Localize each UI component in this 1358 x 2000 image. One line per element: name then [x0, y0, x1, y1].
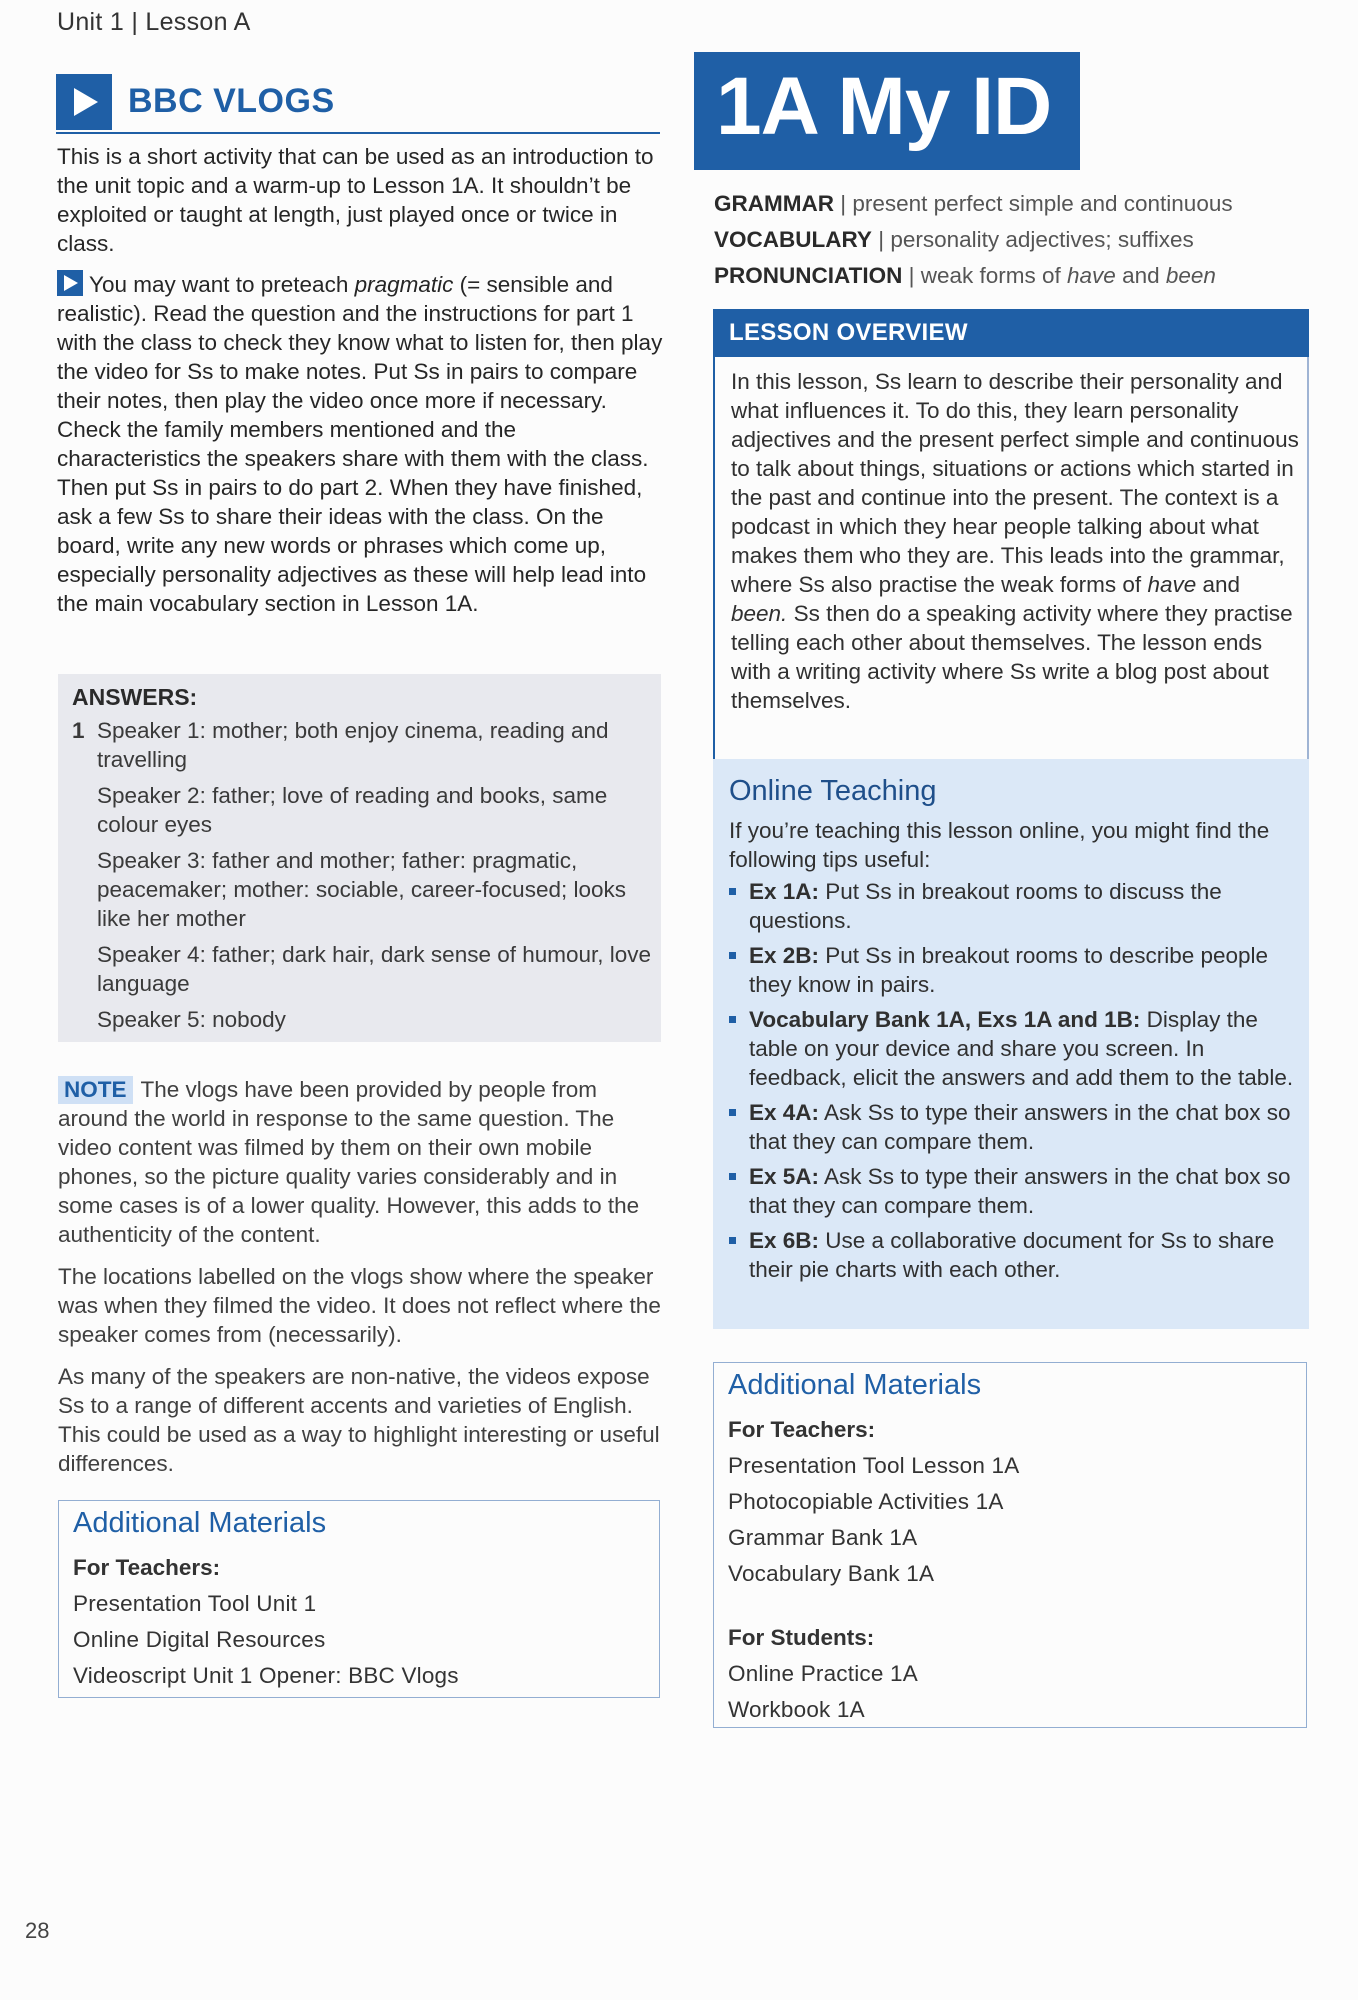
additional-materials-title: Additional Materials	[73, 1507, 327, 1539]
overview-italic: been.	[731, 601, 788, 626]
answer-item	[72, 716, 658, 774]
tip-label: Ex 2B:	[749, 943, 820, 968]
tip-item	[729, 941, 1294, 999]
online-teaching-title: Online Teaching	[729, 775, 937, 807]
bullet-icon	[729, 1016, 736, 1023]
grammar-value: present perfect simple and continuous	[852, 191, 1233, 216]
lesson-overview-header	[713, 309, 1309, 357]
material-item: Videoscript Unit 1 Opener: BBC Vlogs	[73, 1663, 459, 1688]
additional-materials-left	[58, 1500, 660, 1698]
bbc-vlogs-title: BBC VLOGS	[128, 82, 335, 120]
lesson-title: 1A My ID	[716, 61, 1052, 152]
answer-text: Speaker 3: father and mother; father: pragmatic, peacemaker; mother: sociable, career-focused; looks like her mother	[97, 848, 627, 931]
vocabulary-line	[714, 227, 1194, 253]
vocabulary-label: VOCABULARY	[714, 227, 872, 252]
bullet-icon	[729, 888, 736, 895]
answer-text: Speaker 4: father; dark hair, dark sense of humour, love language	[97, 942, 652, 996]
separator: |	[878, 227, 885, 252]
note-badge: NOTE	[58, 1076, 133, 1104]
answers-list	[72, 716, 658, 1041]
tip-item	[729, 1098, 1294, 1156]
separator: |	[908, 263, 915, 288]
pronunciation-label: PRONUNCIATION	[714, 263, 903, 288]
answers-title: ANSWERS:	[72, 684, 198, 710]
material-item: Online Practice 1A	[728, 1661, 918, 1686]
material-item: Presentation Tool Unit 1	[73, 1591, 317, 1616]
grammar-label: GRAMMAR	[714, 191, 834, 216]
tip-item	[729, 1226, 1294, 1284]
answer-item	[72, 940, 658, 998]
pronunciation-value: and	[1115, 263, 1166, 288]
unit-lesson-header: Unit 1 | Lesson A	[57, 8, 251, 36]
online-teaching-intro: If you’re teaching this lesson online, you might find the following tips useful:	[729, 818, 1270, 872]
instructions-italic-word: pragmatic	[354, 272, 454, 297]
tip-text: Put Ss in breakout rooms to describe people they know in pairs.	[749, 943, 1269, 997]
vlogs-intro: This is a short activity that can be used as an introduction to the unit topic and a warm-up to Lesson 1A. It shouldn’t be exploited or taught at length, just played once or twice in class.	[57, 144, 654, 256]
tip-text: Ask Ss to type their answers in the chat box so that they can compare them.	[749, 1100, 1291, 1154]
answer-text: Speaker 2: father; love of reading and books, same colour eyes	[97, 783, 608, 837]
tip-label: Vocabulary Bank 1A, Exs 1A and 1B:	[749, 1007, 1141, 1032]
overview-italic: have	[1147, 572, 1197, 597]
overview-text-part: In this lesson, Ss learn to describe their personality and what influences it. To do this, they learn personality adjectives and the present perfect simple and continuous to talk about things, situations or actions which started in the past and continue into the present. The context is a podcast in which they hear people talking about what makes them who they are. This leads into the grammar, where Ss also practise the weak forms of	[731, 369, 1299, 597]
answers-box	[58, 674, 661, 1042]
answer-item	[72, 846, 658, 933]
for-teachers-label: For Teachers:	[73, 1555, 221, 1580]
overview-text-part: Ss then do a speaking activity where they practise telling each other about themselves. The lesson ends with a writing activity where Ss write a blog post about themselves.	[731, 601, 1293, 713]
additional-materials-right	[713, 1362, 1307, 1728]
tip-label: Ex 6B:	[749, 1228, 820, 1253]
separator: |	[840, 191, 847, 216]
online-teaching-box	[713, 759, 1309, 1329]
note-section	[58, 1075, 664, 1491]
tip-text: Put Ss in breakout rooms to discuss the questions.	[749, 879, 1222, 933]
lesson-title-banner	[694, 52, 1080, 170]
tip-label: Ex 1A:	[749, 879, 820, 904]
material-item: Presentation Tool Lesson 1A	[728, 1453, 1020, 1478]
play-icon	[56, 74, 112, 130]
for-students-label: For Students:	[728, 1625, 875, 1650]
online-tips-list	[729, 877, 1294, 1290]
note-paragraph-3: As many of the speakers are non-native, the videos expose Ss to a range of different accents and varieties of English. This could be used as a way to highlight interesting or useful differences.	[58, 1364, 660, 1476]
material-item: Online Digital Resources	[73, 1627, 326, 1652]
grammar-line	[714, 191, 1233, 217]
overview-text-part: and	[1196, 572, 1241, 597]
lesson-overview-title: LESSON OVERVIEW	[729, 319, 968, 346]
pronunciation-line	[714, 263, 1216, 289]
pronunciation-italic: have	[1067, 263, 1116, 288]
pronunciation-italic: been	[1165, 263, 1216, 288]
bbc-vlogs-heading	[56, 74, 660, 134]
tip-text: Ask Ss to type their answers in the chat box so that they can compare them.	[749, 1164, 1291, 1218]
note-paragraph-2: The locations labelled on the vlogs show where the speaker was when they filmed the video. It does not reflect where the speaker comes from (necessarily).	[58, 1264, 661, 1347]
vlogs-instructions	[57, 270, 663, 618]
lesson-overview-box	[713, 357, 1309, 759]
note-paragraph-1	[58, 1075, 664, 1249]
vocabulary-value: personality adjectives; suffixes	[890, 227, 1194, 252]
pronunciation-value: weak forms of	[920, 263, 1068, 288]
additional-materials-title: Additional Materials	[728, 1369, 982, 1401]
instructions-text-rest: (= sensible and realistic). Read the question and the instructions for part 1 with the class to check they know what to listen for, then play the video for Ss to make notes. Put Ss in pairs to compare their notes, then play the video once more if necessary. Check the family members mentioned and the characteristics the speakers share with them with the class. Then put Ss in pairs to do part 2. When they have finished, ask a few Ss to share their ideas with the class. On the board, write any new words or phrases which come up, especially personality adjectives as these will help lead into the main vocabulary section in Lesson 1A.	[57, 272, 663, 616]
answer-text: Speaker 5: nobody	[97, 1007, 286, 1032]
for-teachers-label: For Teachers:	[728, 1417, 876, 1442]
page-number: 28	[25, 1918, 50, 1943]
tip-item	[729, 877, 1294, 935]
answer-item	[72, 1005, 658, 1034]
note-text: The vlogs have been provided by people from around the world in response to the same question. The video content was filmed by them on their own mobile phones, so the picture quality varies considerably and in some cases is of a lower quality. However, this adds to the authenticity of the content.	[58, 1077, 640, 1247]
tip-text: Use a collaborative document for Ss to share their pie charts with each other.	[749, 1228, 1275, 1282]
lesson-overview-text	[731, 367, 1299, 715]
tip-item	[729, 1162, 1294, 1220]
tip-item	[729, 1005, 1294, 1092]
material-item: Grammar Bank 1A	[728, 1525, 918, 1550]
material-item: Vocabulary Bank 1A	[728, 1561, 935, 1586]
bullet-icon	[729, 1173, 736, 1180]
answer-item	[72, 781, 658, 839]
tip-text: Display the table on your device and share you screen. In feedback, elicit the answers and add them to the table.	[749, 1007, 1294, 1090]
bullet-icon	[729, 1109, 736, 1116]
play-icon-small	[57, 270, 83, 296]
instructions-text-start: You may want to preteach	[89, 272, 355, 297]
material-item: Workbook 1A	[728, 1697, 865, 1722]
tip-label: Ex 4A:	[749, 1100, 820, 1125]
material-item: Photocopiable Activities 1A	[728, 1489, 1004, 1514]
bullet-icon	[729, 952, 736, 959]
answer-number: 1	[72, 718, 85, 743]
answer-text: Speaker 1: mother; both enjoy cinema, reading and travelling	[97, 718, 609, 772]
tip-label: Ex 5A:	[749, 1164, 820, 1189]
bullet-icon	[729, 1237, 736, 1244]
